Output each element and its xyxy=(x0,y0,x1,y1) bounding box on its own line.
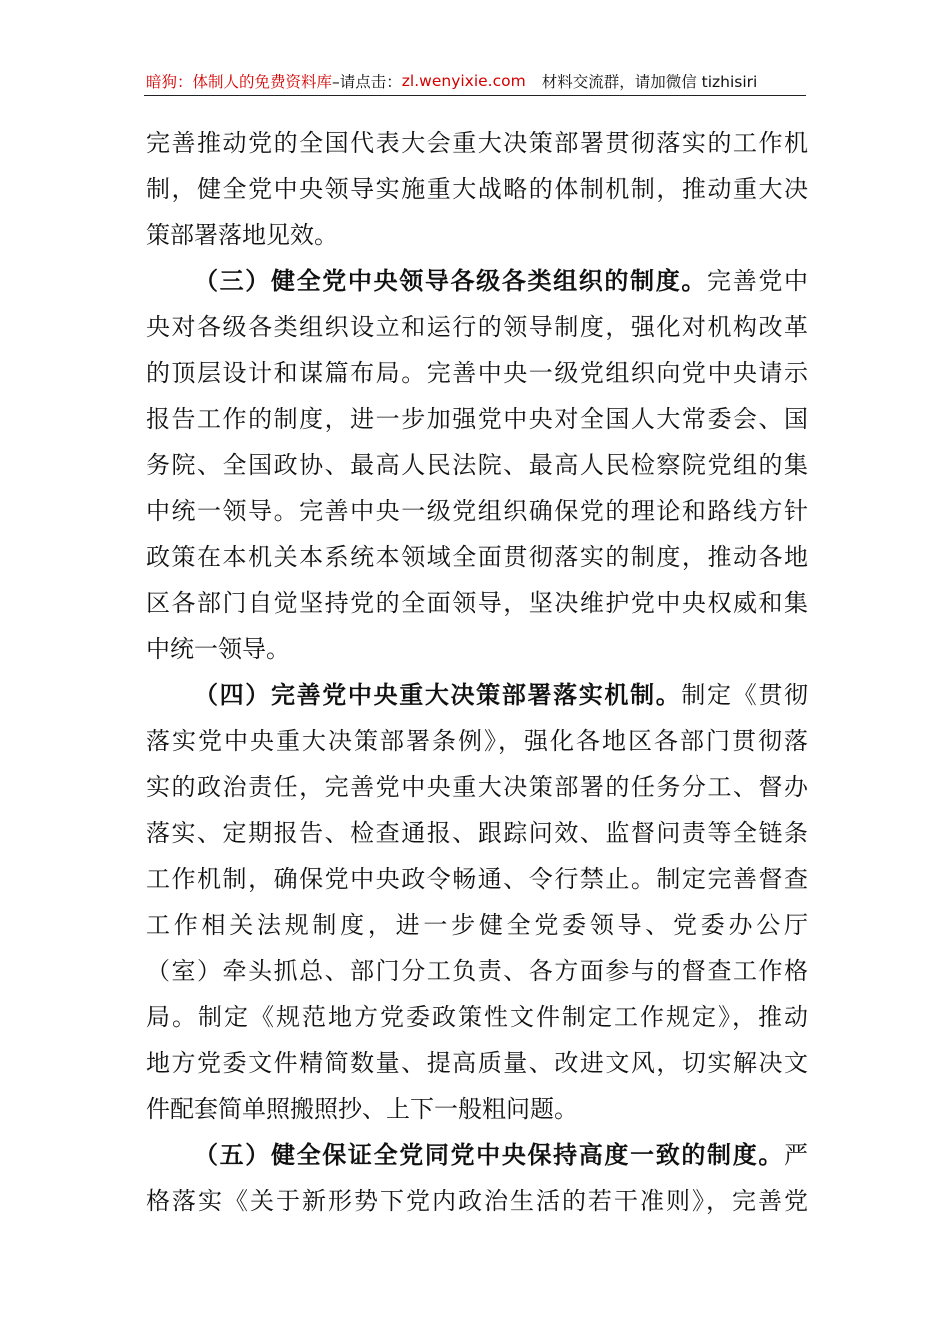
body-line: 实的政治责任，完善党中央重大决策部署的任务分工、督办 xyxy=(146,773,808,801)
section-4-heading: （四）完善党中央重大决策部署落实机制。 xyxy=(194,680,682,709)
body-line: 格落实《关于新形势下党内政治生活的若干准则》，完善党 xyxy=(146,1187,808,1215)
body-line: 的顶层设计和谋篇布局。完善中央一级党组织向党中央请示 xyxy=(146,359,808,387)
body-line: 落实、定期报告、检查通报、跟踪问效、监督问责等全链条 xyxy=(146,819,808,847)
body-text: 完善党中 xyxy=(707,267,808,295)
body-line: 制，健全党中央领导实施重大战略的体制机制，推动重大决 xyxy=(146,175,808,203)
header-url-link[interactable]: zl.wenyixie.com xyxy=(401,72,526,90)
body-line: 地方党委文件精简数量、提高质量、改进文风，切实解决文 xyxy=(146,1049,808,1077)
body-line: 中统一领导。 xyxy=(146,635,290,663)
body-line: 局。制定《规范地方党委政策性文件制定工作规定》，推动 xyxy=(146,1003,808,1031)
body-line: 策部署落地见效。 xyxy=(146,221,338,249)
body-line: 务院、全国政协、最高人民法院、最高人民检察院党组的集 xyxy=(146,451,808,479)
body-text: 制定《贯彻 xyxy=(681,681,808,709)
body-line: 件配套简单照搬照抄、上下一般粗问题。 xyxy=(146,1095,578,1123)
section-5-heading: （五）健全保证全党同党中央保持高度一致的制度。 xyxy=(194,1140,784,1169)
document-body xyxy=(146,120,808,1224)
body-line: 工作相关法规制度，进一步健全党委领导、党委办公厅 xyxy=(146,911,808,939)
header-divider xyxy=(144,95,806,96)
section-3-heading: （三）健全党中央领导各级各类组织的制度。 xyxy=(194,266,708,295)
header-prompt: –请点击： xyxy=(332,73,402,91)
body-line: 落实党中央重大决策部署条例》，强化各地区各部门贯彻落 xyxy=(146,727,808,755)
section-4-first-line xyxy=(146,672,808,718)
header-wechat-note: 材料交流群，请加微信 tizhisiri xyxy=(541,73,758,91)
page-header xyxy=(146,68,806,94)
body-line: 中统一领导。完善中央一级党组织确保党的理论和路线方针 xyxy=(146,497,808,525)
body-line: （室）牵头抓总、部门分工负责、各方面参与的督查工作格 xyxy=(146,957,808,985)
body-line: 报告工作的制度，进一步加强党中央对全国人大常委会、国 xyxy=(146,405,808,433)
section-5-first-line xyxy=(146,1132,808,1178)
body-text: 严 xyxy=(784,1141,808,1169)
body-line: 工作机制，确保党中央政令畅通、令行禁止。制定完善督查 xyxy=(146,865,808,893)
body-line: 政策在本机关本系统本领域全面贯彻落实的制度，推动各地 xyxy=(146,543,808,571)
body-line: 完善推动党的全国代表大会重大决策部署贯彻落实的工作机 xyxy=(146,129,808,157)
header-site-name: 暗狗：体制人的免费资料库 xyxy=(146,73,333,91)
body-line: 央对各级各类组织设立和运行的领导制度，强化对机构改革 xyxy=(146,313,808,341)
body-line: 区各部门自觉坚持党的全面领导，坚决维护党中央权威和集 xyxy=(146,589,808,617)
section-3-first-line xyxy=(146,258,808,304)
